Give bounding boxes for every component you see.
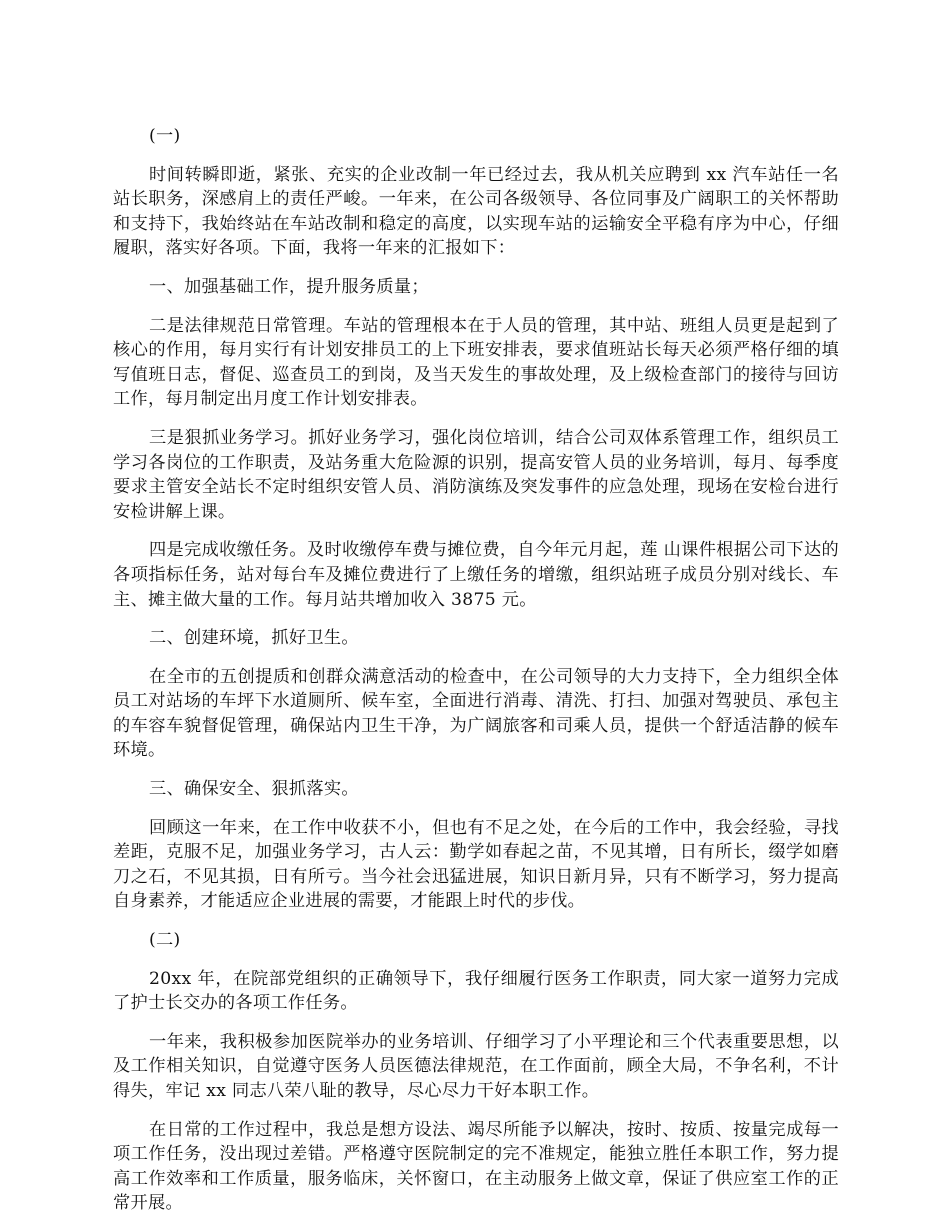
paragraph-intro: 时间转瞬即逝，紧张、充实的企业改制一年已经过去，我从机关应聘到 xx 汽车站任一名站长职务，深感肩上的责任严峻。一年来，在公司各级领导、各位同事及广阔职工的关怀帮助和支持下，我始终站在车站改制和稳定的高度，以实现车站的运输安全平稳有序为中心，仔细履职，落实好各项。下面，我将一年来的汇报如下： — [113, 164, 839, 259]
paragraph-sanitation: 在全市的五创提质和创群众满意活动的检查中，在公司领导的大力支持下，全力组织全体员工对站场的车坪下水道厕所、候车室，全面进行消毒、清洗、打扫、加强对驾驶员、承包主的车容车貌督促管理，确保站内卫生干净，为广阔旅客和司乘人员，提供一个舒适洁静的候车环境。 — [113, 666, 839, 761]
document-page — [113, 124, 839, 1230]
paragraph-medical-intro: 20xx 年，在院部党组织的正确领导下，我仔细履行医务工作职责，同大家一道努力完成了护士长交办的各项工作任务。 — [113, 968, 839, 1014]
paragraph-business-study: 三是狠抓业务学习。抓好业务学习，强化岗位培训，结合公司双体系管理工作，组织员工学习各岗位的工作职责，及站务重大危险源的识别，提高安管人员的业务培训，每月、每季度要求主管安全站长不定时组织安管人员、消防演练及突发事件的应急处理，现场在安检台进行安检讲解上课。 — [113, 427, 839, 522]
paragraph-medical-training: 一年来，我积极参加医院举办的业务培训、仔细学习了小平理论和三个代表重要思想，以及工作相关知识，自觉遵守医务人员医德法律规范，在工作面前，顾全大局，不争名利，不计得失，牢记 xx 同志八荣八耻的教导，尽心尽力干好本职工作。 — [113, 1031, 839, 1101]
paragraph-daily-management: 二是法律规范日常管理。车站的管理根本在于人员的管理，其中站、班组人员更是起到了核心的作用，每月实行有计划安排员工的上下班安排表，要求值班站长每天必须严格仔细的填写值班日志，督促、巡查员工的到岗，及当天发生的事故处理，及上级检查部门的接待与回访工作，每月制定出月度工作计划安排表。 — [113, 315, 839, 410]
subheading-basic-work: 一、加强基础工作，提升服务质量； — [149, 276, 429, 297]
section-heading-one: (一) — [149, 126, 181, 146]
paragraph-fee-collection: 四是完成收缴任务。及时收缴停车费与摊位费，自今年元月起，莲 山课件根据公司下达的各项指标任务，站对每台车及摊位费进行了上缴任务的增缴，组织站班子成员分别对线长、车主、摊主做大量的工作。每月站共增加收入 3875 元。 — [113, 540, 839, 610]
paragraph-review: 回顾这一年来，在工作中收获不小，但也有不足之处，在今后的工作中，我会经验，寻找差距，克服不足，加强业务学习，古人云：勤学如春起之苗，不见其增，日有所长，缀学如磨刀之石，不见其损，日有所亏。当今社会迅猛进展，知识日新月异，只有不断学习，努力提高自身素养，才能适应企业进展的需要，才能跟上时代的步伐。 — [113, 817, 839, 912]
paragraph-medical-daily: 在日常的工作过程中，我总是想方设法、竭尽所能予以解决，按时、按质、按量完成每一项工作任务，没出现过差错。严格遵守医院制定的完不准规定，能独立胜任本职工作，努力提高工作效率和工作质量，服务临床，关怀窗口，在主动服务上做文章，保证了供应室工作的正常开展。 — [113, 1119, 839, 1214]
subheading-environment: 二、创建环境，抓好卫生。 — [149, 628, 359, 649]
subheading-safety: 三、确保安全、狠抓落实。 — [149, 779, 359, 800]
section-heading-two: (二) — [149, 930, 181, 951]
